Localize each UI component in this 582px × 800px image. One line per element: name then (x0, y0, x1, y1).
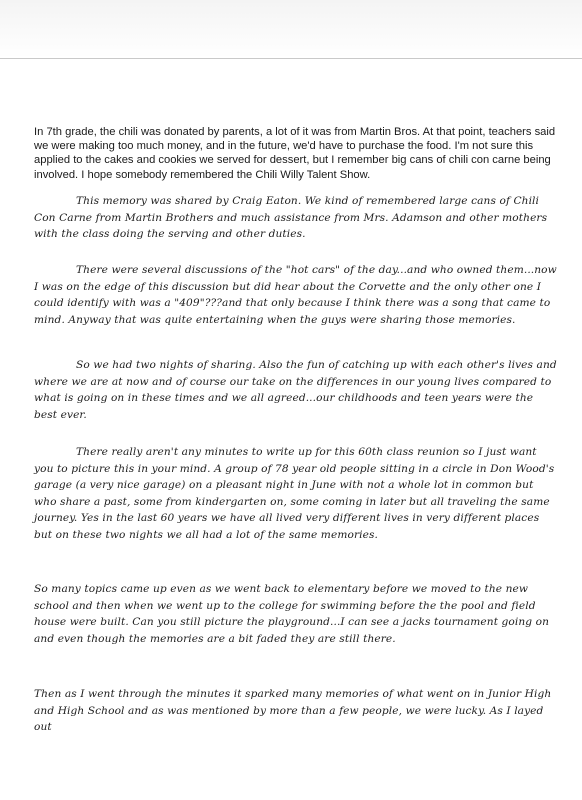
typed-paragraph: In 7th grade, the chili was donated by parents, a lot of it was from Martin Bros. At that point, teachers said we were making too much money, and in the future, we'd have to purchase the food. I'm not sure this applied to the cakes and cookies we served for dessert, but I remember big cans of chili con carne being involved. I hope somebody remembered the Chili Willy Talent Show. (34, 126, 556, 181)
handwritten-paragraph-2: There were several discussions of the "hot cars" of the day...and who owned them...now I was on the edge of this discussion but did hear about the Corvette and the only other one I could identify with was a "409"???and that only because I think there was a song that came to mind. Anyway that was quite entertaining when the guys were sharing those memories. (34, 264, 557, 326)
handwritten-paragraph-1: This memory was shared by Craig Eaton. We kind of remembered large cans of Chili Con Carne from Martin Brothers and much assistance from Mrs. Adamson and other mothers with the class doing the serving and other duties. (34, 195, 548, 241)
handwritten-paragraph-6: Then as I went through the minutes it sparked many memories of what went on in Junior High and High School and as was mentioned by more than a few people, we were lucky. As I layed out (34, 688, 552, 734)
scan-divider (0, 58, 582, 59)
handwritten-paragraph-5: So many topics came up even as we went back to elementary before we moved to the new school and then when we went up to the college for swimming before the the pool and field house were built. Can you still picture the playground...I can see a jacks tournament going on and even though the memories are a bit faded they are still there. (34, 583, 550, 645)
handwritten-paragraph-3: So we had two nights of sharing. Also the fun of catching up with each other's lives and where we are at now and of course our take on the differences in our young lives compared to what is going on in these times and we all agreed...our childhoods and teen years were the best ever. (34, 359, 557, 421)
scan-top-shadow (0, 0, 582, 58)
handwritten-paragraph-4: There really aren't any minutes to write up for this 60th class reunion so I just want you to picture this in your mind. A group of 78 year old people sitting in a circle in Don Wood's garage (a very nice garage) on a pleasant night in June with not a whole lot in common but who share a past, some from kindergarten on, some coming in later but all traveling the same journey. Yes in the last 60 years we have all lived very different lives in very different places but on these two nights we all had a lot of the same memories. (34, 446, 555, 541)
